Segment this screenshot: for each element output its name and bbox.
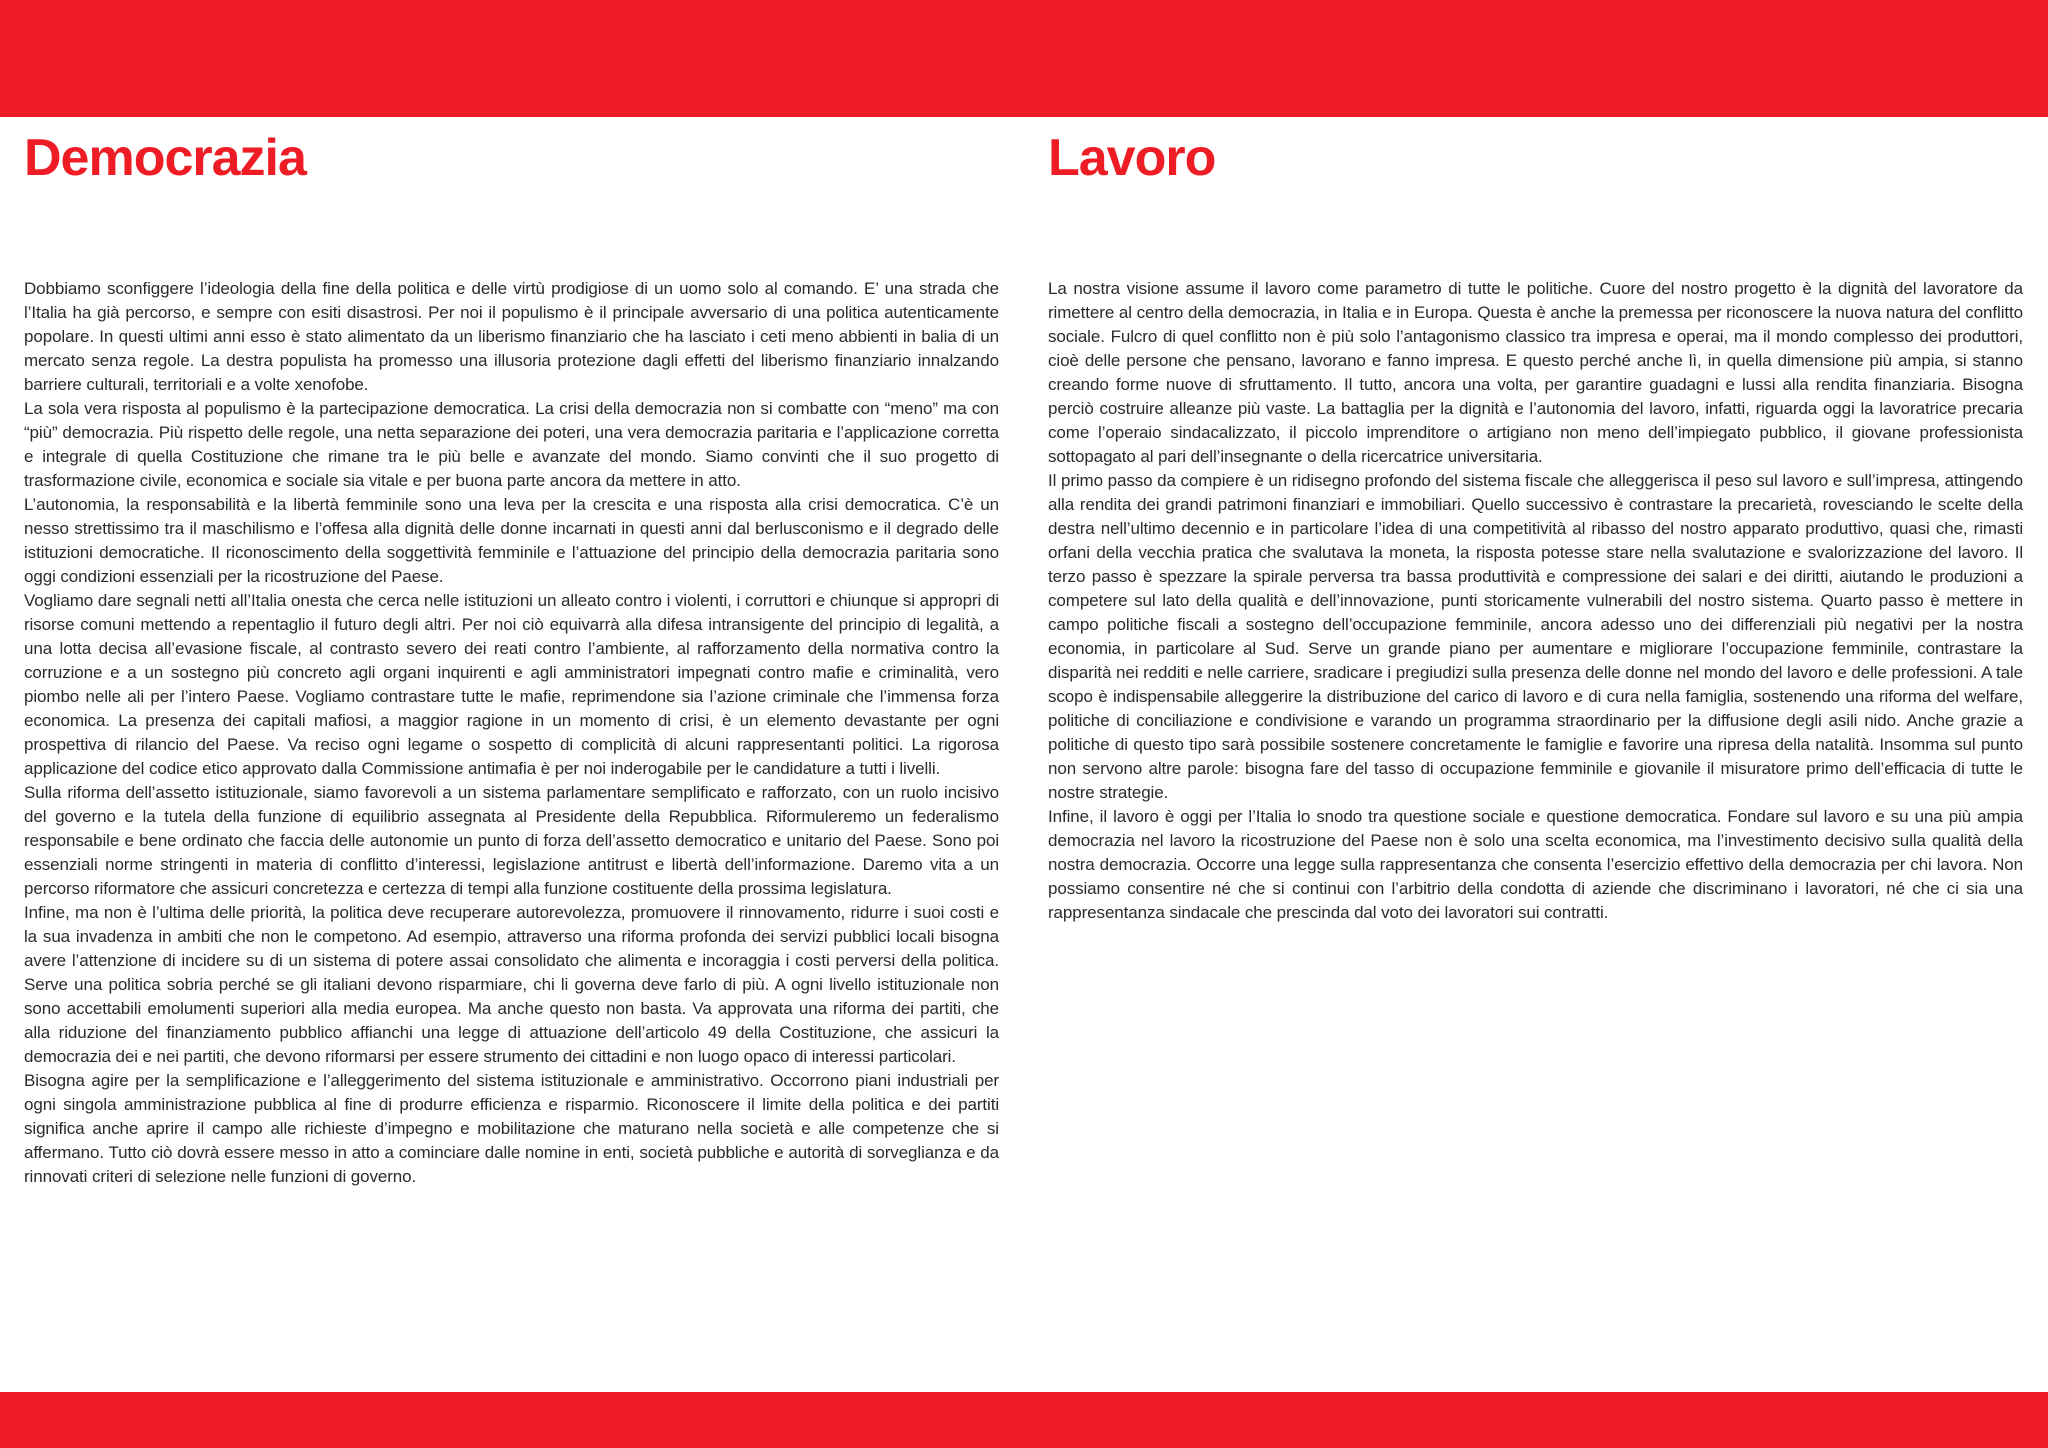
paragraph: Infine, il lavoro è oggi per l’Italia lo snodo tra questione sociale e questione democratica. Fondare sul lavoro e su una più ampia democrazia nel lavoro la ricostruzione del Paese non è solo una scelta economica, ma l’investimento decisivo sulla qualità della nostra democrazia. Occorre una legge sulla rappresentanza che consenta l’esercizio effettivo della democrazia per chi lavora. Non possiamo consentire né che si continui con l’arbitrio della condotta di aziende che discriminano i lavoratori, né che ci sia una rappresentanza sindacale che prescinda dal voto dei lavoratori sui contratti. (1048, 807, 2023, 922)
paragraph: L’autonomia, la responsabilità e la libertà femminile sono una leva per la crescita e una risposta alla crisi democratica. C’è un nesso strettissimo tra il maschilismo e l’offesa alla dignità delle donne incarnati in questi anni dal berlusconismo e il degrado delle istituzioni democratiche. Il riconoscimento della soggettività femminile e l’attuazione del principio della democrazia paritaria sono oggi condizioni essenziali per la ricostruzione del Paese. (24, 495, 999, 586)
paragraph: Bisogna agire per la semplificazione e l’alleggerimento del sistema istituzionale e amministrativo. Occorrono piani industriali per ogni singola amministrazione pubblica al fine di produrre efficienza e risparmio. Riconoscere il limite della politica e dei partiti significa anche aprire il campo alle richieste d’impegno e mobilitazione che maturano nella società e alle competenze che si affermano. Tutto ciò dovrà essere messo in atto a cominciare dalle nomine in enti, società pubbliche e autorità di sorveglianza e da rinnovati criteri di selezione nelle funzioni di governo. (24, 1071, 999, 1186)
body-democrazia (24, 277, 999, 1189)
body-lavoro (1048, 277, 2023, 925)
paragraph: La sola vera risposta al populismo è la partecipazione democratica. La crisi della democrazia non si combatte con “meno” ma con “più” democrazia. Più rispetto delle regole, una netta separazione dei poteri, una vera democrazia paritaria e l’applicazione corretta e integrale di quella Costituzione che rimane tra le più belle e avanzate del mondo. Siamo convinti che il suo progetto di trasformazione civile, economica e sociale sia vitale e per buona parte ancora da mettere in atto. (24, 399, 999, 490)
bottom-red-band (0, 1392, 2048, 1448)
paragraph: Vogliamo dare segnali netti all’Italia onesta che cerca nelle istituzioni un alleato contro i violenti, i corruttori e chiunque si appropri di risorse comuni mettendo a repentaglio il futuro degli altri. Per noi ciò equivarrà alla difesa intransigente del principio di legalità, a una lotta decisa all’evasione fiscale, al contrasto severo dei reati contro l’ambiente, al rafforzamento della normativa contro la corruzione e a un sostegno più concreto agli organi inquirenti e agli amministratori impegnati contro mafie e criminalità, vero piombo nelle ali per l’intero Paese. Vogliamo contrastare tutte le mafie, reprimendone sia l’azione criminale che l’immensa forza economica. La presenza dei capitali mafiosi, a maggior ragione in un momento di crisi, è un elemento devastante per ogni prospettiva di rilancio del Paese. Va reciso ogni legame o sospetto di complicità di alcuni rappresentanti politici. La rigorosa applicazione del codice etico approvato dalla Commissione antimafia è per noi inderogabile per le candidature a tutti i livelli. (24, 591, 999, 778)
section-title-lavoro: Lavoro (1048, 129, 1216, 187)
paragraph: Infine, ma non è l’ultima delle priorità, la politica deve recuperare autorevolezza, promuovere il rinnovamento, ridurre i suoi costi e la sua invadenza in ambiti che non le competono. Ad esempio, attraverso una riforma profonda dei servizi pubblici locali bisogna avere l’attenzione di incidere su di un sistema di potere assai consolidato che alimenta e incoraggia i costi perversi della politica. Serve una politica sobria perché se gli italiani devono risparmiare, chi li governa deve farlo di più. A ogni livello istituzionale non sono accettabili emolumenti superiori alla media europea. Ma anche questo non basta. Va approvata una riforma dei partiti, che alla riduzione del finanziamento pubblico affianchi una legge di attuazione dell’articolo 49 della Costituzione, che assicuri la democrazia dei e nei partiti, che devono riformarsi per essere strumento dei cittadini e non luogo opaco di interessi particolari. (24, 903, 999, 1066)
column-lavoro (1048, 117, 2023, 925)
paragraph: Sulla riforma dell’assetto istituzionale, siamo favorevoli a un sistema parlamentare semplificato e rafforzato, con un ruolo incisivo del governo e la tutela della funzione di equilibrio assegnata al Presidente della Repubblica. Riformuleremo un federalismo responsabile e bene ordinato che faccia delle autonomie un punto di forza dell’assetto democratico e unitario del Paese. Sono poi essenziali norme stringenti in materia di conflitto d’interessi, legislazione antitrust e libertà dell’informazione. Daremo vita a un percorso riformatore che assicuri concretezza e certezza di tempi alla funzione costituente della prossima legislatura. (24, 783, 999, 898)
column-democrazia (24, 117, 999, 1189)
section-title-democrazia: Democrazia (24, 129, 306, 187)
top-red-band (0, 0, 2048, 117)
paragraph: Dobbiamo sconfiggere l’ideologia della fine della politica e delle virtù prodigiose di un uomo solo al comando. E’ una strada che l’Italia ha già percorso, e sempre con esiti disastrosi. Per noi il populismo è il principale avversario di una politica autenticamente popolare. In questi ultimi anni esso è stato alimentato da un liberismo finanziario che ha lasciato i ceti meno abbienti in balia di un mercato senza regole. La destra populista ha promesso una illusoria protezione dagli effetti del liberismo finanziario innalzando barriere culturali, territoriali e a volte xenofobe. (24, 279, 999, 394)
paragraph: La nostra visione assume il lavoro come parametro di tutte le politiche. Cuore del nostro progetto è la dignità del lavoratore da rimettere al centro della democrazia, in Italia e in Europa. Questa è anche la premessa per riconoscere la nuova natura del conflitto sociale. Fulcro di quel conflitto non è più solo l’antagonismo classico tra impresa e operai, ma il mondo complesso dei produttori, cioè delle persone che pensano, lavorano e fanno impresa. E questo perché anche lì, in quella dimensione più ampia, si stanno creando forme nuove di sfruttamento. Il tutto, ancora una volta, per garantire guadagni e lussi alla rendita finanziaria. Bisogna perciò costruire alleanze più vaste. La battaglia per la dignità e l’autonomia del lavoro, infatti, riguarda oggi la lavoratrice precaria come l’operaio sindacalizzato, il piccolo imprenditore o artigiano non meno dell’impiegato pubblico, il giovane professionista sottopagato al pari dell’insegnante o della ricercatrice universitaria. (1048, 279, 2023, 466)
paragraph: Il primo passo da compiere è un ridisegno profondo del sistema fiscale che alleggerisca il peso sul lavoro e sull’impresa, attingendo alla rendita dei grandi patrimoni finanziari e immobiliari. Quello successivo è contrastare la precarietà, rovesciando le scelte della destra nell’ultimo decennio e in particolare l’idea di una competitività al ribasso del nostro apparato produttivo, quasi che, rimasti orfani della vecchia pratica che svalutava la moneta, la risposta potesse stare nella svalutazione e svalorizzazione del lavoro. Il terzo passo è spezzare la spirale perversa tra bassa produttività e compressione dei salari e dei diritti, aiutando le produzioni a competere sul lato della qualità e dell’innovazione, punti storicamente vulnerabili del nostro sistema. Quarto passo è mettere in campo politiche fiscali a sostegno dell’occupazione femminile, ancora adesso uno dei differenziali più negativi per la nostra economia, in particolare al Sud. Serve un grande piano per aumentare e migliorare l’occupazione femminile, contrastare la disparità nei redditi e nelle carriere, sradicare i pregiudizi sulla presenza delle donne nel mondo del lavoro e delle professioni. A tale scopo è indispensabile alleggerire la distribuzione del carico di lavoro e di cura nella famiglia, sostenendo una riforma del welfare, politiche di conciliazione e condivisione e varando un programma straordinario per la diffusione degli asili nido. Anche grazie a politiche di questo tipo sarà possibile sostenere concretamente le famiglie e favorire una ripresa della natalità. Insomma sul punto non servono altre parole: bisogna fare del tasso di occupazione femminile e giovanile il misuratore primo dell’efficacia di tutte le nostre strategie. (1048, 471, 2023, 802)
